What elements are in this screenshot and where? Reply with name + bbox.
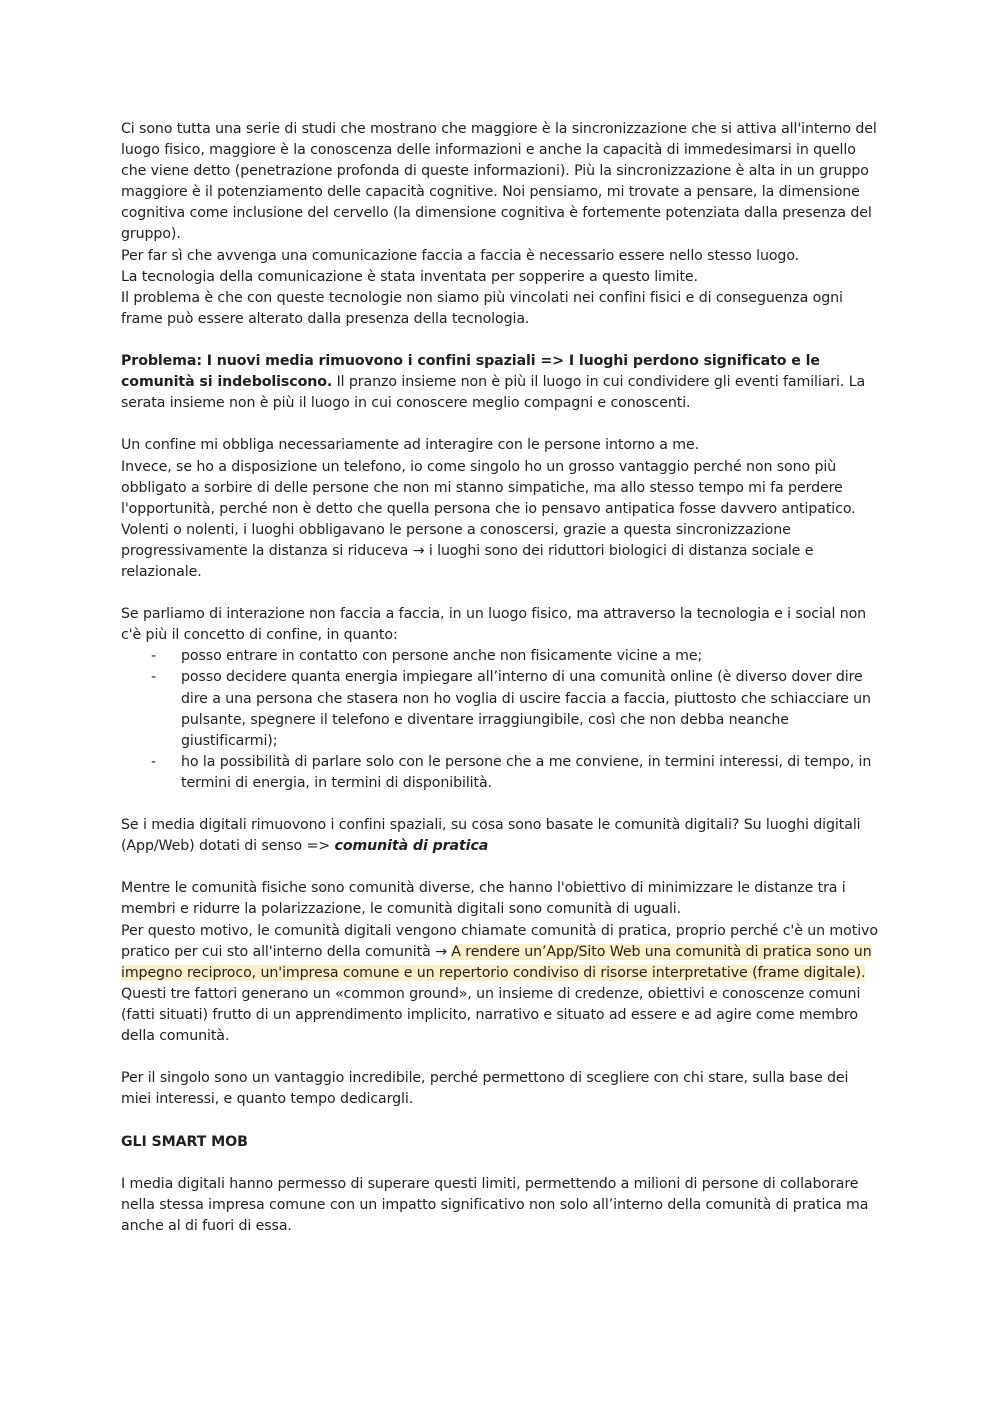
list-item	[121, 667, 881, 751]
list-item-text: posso decidere quanta energia impiegare all’interno di una comunità online (è diverso dover dire dire a una persona che stasera non ho voglia di uscire faccia a faccia, piuttosto che schiacciare un pulsante, spegnere il telefono e diventare irraggiungibile, così che non debba neanche giustificarmi);	[181, 669, 871, 749]
spacer	[121, 1153, 881, 1174]
paragraph-technology-limit: La tecnologia della comunicazione è stata inventata per sopperire a questo limite.	[121, 268, 698, 285]
dash-bullet: -	[151, 648, 157, 665]
paragraph-individual-advantage: Per il singolo sono un vantaggio incredibile, perché permettono di scegliere con chi stare, sulla base dei miei interessi, e quanto tempo dedicargli.	[121, 1070, 849, 1108]
spacer	[121, 583, 881, 604]
list-item	[121, 752, 881, 794]
practice-reason-text: Per questo motivo, le comunità digitali vengono chiamate comunità di pratica, proprio perché c'è un motivo pratico per cui sto all'interno della comunità →	[121, 922, 878, 960]
spacer	[121, 1047, 881, 1068]
bullet-list	[121, 646, 881, 794]
spacer	[121, 1110, 881, 1131]
paragraph-common-ground: Questi tre fattori generano un «common ground», un insieme di credenze, obiettivi e conoscenze comuni (fatti situati) frutto di un apprendimento implicito, narrativo e situato ad essere e ad agire come membro della comunità.	[121, 985, 861, 1045]
spacer	[121, 857, 881, 878]
list-item-text: posso entrare in contatto con persone anche non fisicamente vicine a me;	[181, 648, 703, 665]
section-heading	[121, 1132, 881, 1153]
problem-rest-text: Il pranzo insieme non è più il luogo in cui condividere gli eventi familiari. La serata insieme non è più il luogo in cui conoscere meglio compagni e conoscenti.	[121, 374, 866, 412]
list-item-text: ho la possibilità di parlare solo con le persone che a me conviene, in termini interessi, di tempo, in termini di energia, in termini di disponibilità.	[181, 753, 872, 791]
paragraph-physical-vs-digital: Mentre le comunità fisiche sono comunità diverse, che hanno l'obiettivo di minimizzare le distanze tra i membri e ridurre la polarizzazione, le comunità digitali sono comunità di uguali.	[121, 880, 846, 918]
paragraph-practice-reason	[121, 921, 881, 984]
section-heading-text: GLI SMART MOB	[121, 1133, 248, 1150]
paragraph-smart-mob: I media digitali hanno permesso di superare questi limiti, permettendo a milioni di persone di collaborare nella stessa impresa comune con un impatto significativo non solo all’interno della comunità di pratica ma anche al di fuori di essa.	[121, 1175, 869, 1234]
paragraph-non-face-to-face: Se parliamo di interazione non faccia a faccia, in un luogo fisico, ma attraverso la tecnologia e i social non c'è più il concetto di confine, in quanto:	[121, 606, 867, 644]
spacer	[121, 330, 881, 351]
digital-communities-text: Se i media digitali rimuovono i confini spaziali, su cosa sono basate le comunità digitali? Su luoghi digitali (App/Web) dotati di senso =>	[121, 817, 861, 855]
paragraph-face-to-face: Per far sì che avvenga una comunicazione faccia a faccia è necessario essere nello stesso luogo.	[121, 247, 800, 264]
problem-bold-text: Problema: I nuovi media rimuovono i confini spaziali => I luoghi perdono significato e le comunità si indeboliscono.	[121, 353, 820, 391]
paragraph-boundary: Un confine mi obbliga necessariamente ad interagire con le persone intorno a me.	[121, 437, 700, 454]
dash-bullet: -	[151, 669, 157, 686]
paragraph-problem-frames: Il problema è che con queste tecnologie non siamo più vincolati nei confini fisici e di conseguenza ogni frame può essere alterato dalla presenza della tecnologia.	[121, 289, 843, 327]
paragraph-problem-statement	[121, 351, 881, 414]
paragraph-sync-studies: Ci sono tutta una serie di studi che mostrano che maggiore è la sincronizzazione che si attiva all'interno del luogo fisico, maggiore è la conoscenza delle informazioni e anche la capacità di immedesimarsi in quello che viene detto (penetrazione profonda di queste informazioni). Più la sincronizzazione è alta in un gruppo maggiore è il potenziamento delle capacità cognitive. Noi pensiamo, mi trovate a pensare, la dimensione cognitiva come inclusione del cervello (la dimensione cognitiva è fortemente potenziata dalla presenza del gruppo).	[121, 121, 877, 243]
highlighted-definition: A rendere un’App/Sito Web una comunità di pratica sono un impegno reciproco, un'impresa comune e un repertorio condiviso di risorse interpretative (frame digitale).	[121, 943, 872, 981]
paragraph-digital-communities	[121, 815, 881, 857]
spacer	[121, 414, 881, 435]
list-item	[121, 646, 881, 667]
dash-bullet: -	[151, 753, 157, 770]
spacer	[121, 794, 881, 815]
document-page	[121, 119, 881, 1237]
communities-of-practice-emphasis: comunità di pratica	[334, 838, 489, 855]
paragraph-phone-advantage: Invece, se ho a disposizione un telefono, io come singolo ho un grosso vantaggio perché non sono più obbligato a sorbire di delle persone che non mi stanno simpatiche, ma allo stesso tempo mi fa perdere l'opportunità, perché non è detto che quella persona che io pensavo antipatica fosse davvero antipatico. Volenti o nolenti, i luoghi obbligavano le persone a conoscersi, grazie a questa sincronizzazione progressivamente la distanza si riduceva → i luoghi sono dei riduttori biologici di distanza sociale e relazionale.	[121, 458, 856, 580]
